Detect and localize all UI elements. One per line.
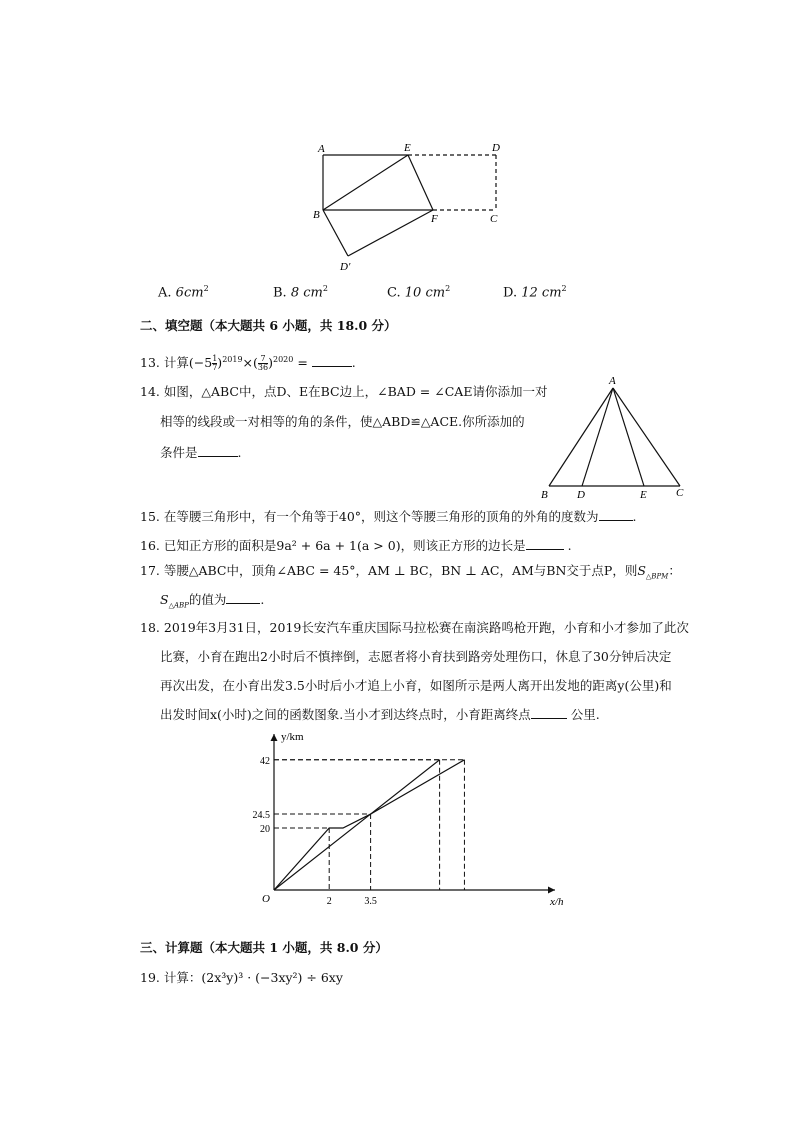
q16-answer-blank[interactable]	[526, 537, 564, 550]
section2-title: 二、填空题（本大题共 6 小题，共 18.0 分）	[140, 318, 397, 333]
segment-dpf	[348, 210, 433, 256]
q19-text: 计算：(2x³y)³ · (−3xy²) ÷ 6xy	[163, 970, 343, 985]
option-c-letter: C.	[387, 285, 401, 301]
y-axis-label: y/km	[281, 731, 304, 743]
q13-frac1-den: 7	[212, 363, 218, 373]
q16-text: 已知正方形的面积是9a² + 6a + 1(a > 0)，则该正方形的边长是	[163, 538, 526, 553]
option-b-value: 8 cm	[290, 285, 323, 301]
q17-line1: 等腰△ABC中，顶角∠ABC = 45°，AM ⊥ BC，BN ⊥ AC，AM与BN交于点P，则	[163, 563, 638, 578]
tri-ad	[582, 388, 613, 486]
tri-label-c: C	[676, 487, 684, 499]
label-f: F	[431, 213, 438, 225]
y-tick-label-0: 20	[260, 824, 270, 835]
q15-period: .	[632, 509, 637, 524]
question-19	[140, 970, 343, 986]
q18-answer-blank[interactable]	[531, 706, 567, 719]
question-18-line3: 再次出发，在小育出发3.5小时后小才追上小育，如图所示是两人离开出发地的距离y(公里)和	[160, 678, 672, 693]
x-axis-label: x/h	[550, 896, 564, 908]
question-14-line1	[140, 384, 547, 400]
q13-equals: =	[297, 355, 308, 371]
q17-s-abp: S	[160, 592, 169, 607]
q13-close1: )	[217, 355, 223, 371]
origin-label: O	[262, 893, 270, 905]
distance-time-chart	[250, 728, 580, 910]
q13-close2: )	[268, 355, 273, 371]
series-line-0	[274, 760, 464, 890]
q18-line1: 2019年3月31日，2019长安汽车重庆国际马拉松赛在南滨路鸣枪开跑，小育和小才参加了此次	[163, 620, 689, 635]
label-d-prime: D′	[340, 261, 351, 273]
q15-answer-blank[interactable]	[599, 508, 633, 521]
q15-number: 15.	[140, 509, 160, 524]
question-17-line2	[160, 591, 264, 614]
q17-line2: 的值为	[188, 592, 227, 607]
q13-number: 13.	[140, 355, 160, 371]
q17-answer-blank[interactable]	[226, 591, 260, 604]
question-18-line4	[160, 706, 600, 723]
tri-ae	[613, 388, 644, 486]
label-c: C	[490, 213, 498, 225]
option-a-letter: A.	[158, 285, 172, 301]
q16-period: .	[567, 538, 572, 553]
q14-number: 14.	[140, 384, 160, 399]
option-a	[158, 284, 209, 300]
label-a: A	[318, 143, 325, 155]
q14-answer-blank[interactable]	[198, 444, 238, 457]
triangle-figure	[535, 372, 695, 504]
option-a-exp: 2	[203, 284, 209, 293]
question-15	[140, 508, 637, 525]
segment-ef	[408, 155, 433, 210]
q13-base: (−5	[188, 355, 213, 371]
q13-text: 计算	[163, 355, 189, 371]
x-tick-label-1: 3.5	[364, 896, 377, 907]
q17-s-bpm-sub: △BPM	[645, 572, 669, 581]
option-a-value: 6cm	[175, 285, 204, 301]
q13-exp2: 2020	[272, 355, 294, 364]
y-tick-label-1: 24.5	[252, 810, 270, 822]
label-d: D	[492, 142, 500, 154]
series-line-1	[274, 760, 440, 890]
q13-period: .	[351, 355, 356, 371]
option-d-letter: D.	[503, 285, 518, 301]
q13-mid: ×(	[242, 355, 258, 371]
q13-fraction2	[258, 355, 268, 372]
q14-line1: 如图，△ABC中，点D、E在BC边上，∠BAD = ∠CAE请你添加一对	[163, 384, 548, 399]
question-18-line1	[140, 620, 689, 636]
q16-number: 16.	[140, 538, 160, 553]
question-14-line3	[160, 444, 242, 461]
option-d	[503, 284, 567, 300]
q17-s-bpm: S	[637, 563, 646, 578]
tri-ab	[549, 388, 613, 486]
q18-number: 18.	[140, 620, 160, 635]
question-18-line2: 比赛，小育在跑出2小时后不慎摔倒，志愿者将小育扶到路旁处理伤口，休息了30分钟后决定	[160, 649, 672, 664]
question-16	[140, 537, 572, 554]
tri-ac	[613, 388, 680, 486]
q17-period: .	[260, 592, 265, 607]
tri-label-d: D	[577, 489, 585, 501]
option-c-value: 10 cm	[404, 285, 446, 301]
option-d-exp: 2	[561, 284, 567, 293]
q13-exp1: 2019	[222, 355, 243, 364]
q19-number: 19.	[140, 970, 160, 985]
rectangle-fold-figure	[300, 138, 520, 278]
x-tick-label-0: 2	[326, 896, 332, 907]
tri-label-a: A	[609, 375, 616, 387]
q17-s-abp-sub: △ABP	[168, 601, 189, 610]
q14-line3: 条件是	[160, 445, 198, 460]
tri-label-b: B	[541, 489, 548, 501]
label-b: B	[313, 209, 320, 221]
q14-period: .	[237, 445, 242, 460]
q18-line4-end: 公里.	[570, 707, 600, 722]
option-b-letter: B.	[273, 285, 287, 301]
option-b	[273, 284, 328, 300]
q15-text: 在等腰三角形中，有一个角等于40°，则这个等腰三角形的顶角的外角的度数为	[163, 509, 599, 524]
section3-title: 三、计算题（本大题共 1 小题，共 8.0 分）	[140, 940, 388, 955]
q17-colon: ：	[668, 563, 681, 578]
y-tick-label-2: 42	[260, 755, 270, 767]
label-e: E	[404, 142, 411, 154]
question-14-line2: 相等的线段或一对相等的角的条件，使△ABD≌△ACE.你所添加的	[160, 414, 525, 429]
question-17-line1	[140, 563, 681, 585]
question-13	[140, 352, 356, 372]
q13-frac2-num: 7	[258, 355, 268, 364]
option-d-value: 12 cm	[521, 285, 562, 301]
q17-number: 17.	[140, 563, 160, 578]
q18-line4: 出发时间x(小时)之间的函数图象.当小才到达终点时，小育距离终点	[160, 707, 531, 722]
option-c	[387, 284, 450, 300]
option-c-exp: 2	[445, 284, 451, 293]
q13-frac2-den: 36	[257, 363, 269, 373]
segment-bdp	[323, 210, 348, 256]
q13-frac1-num: 1	[212, 354, 218, 364]
segment-be	[323, 155, 408, 210]
q13-answer-blank[interactable]	[312, 354, 352, 367]
option-b-exp: 2	[322, 284, 328, 293]
tri-label-e: E	[640, 489, 647, 501]
